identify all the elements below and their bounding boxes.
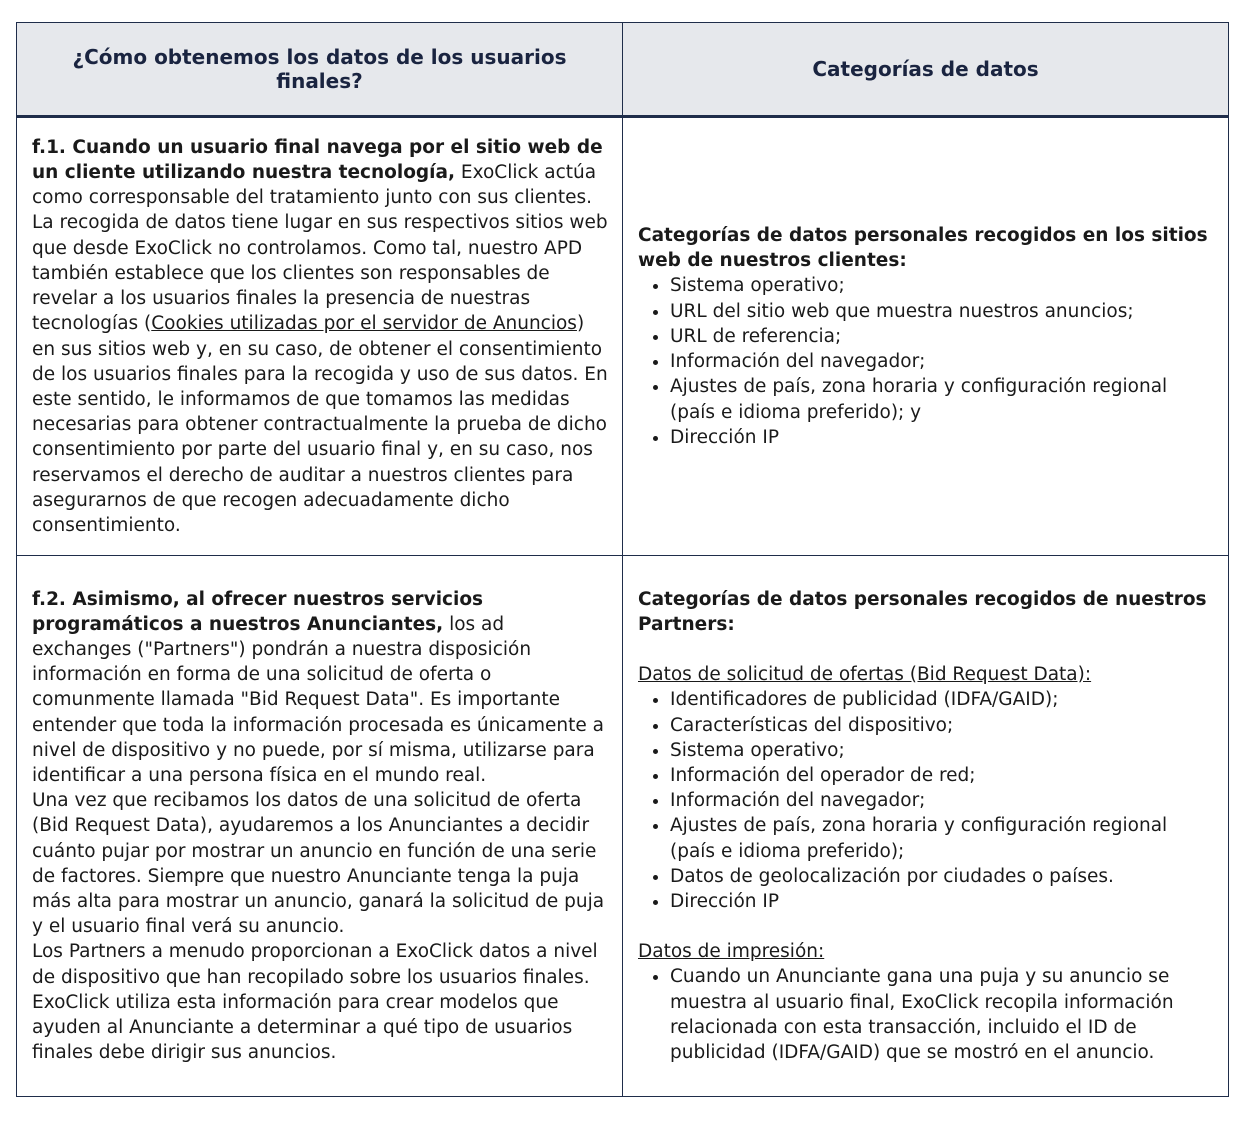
row1-paragraph (32, 135, 608, 538)
list-item: • Dirección IP (670, 425, 1214, 450)
row1-left-cell (17, 117, 623, 556)
list-item: • Información del navegador; (670, 349, 1214, 374)
list-item: • Ajustes de país, zona horaria y configuración regional (país e idioma preferido); (670, 813, 1214, 863)
bid-request-list (638, 687, 1214, 914)
row2-paragraph-3: Los Partners a menudo proporcionan a ExoClick datos a nivel de dispositivo que han recopilado sobre los usuarios finales. ExoClick utiliza esta información para crear modelos que ayuden al Anunciante a determinar a qué tipo de usuarios finales debe dirigir sus anuncios. (32, 941, 598, 1064)
bid-request-subheading: Datos de solicitud de ofertas (Bid Request Data): (638, 664, 1092, 686)
list-item: • Información del navegador; (670, 788, 1214, 813)
data-categories-table (16, 22, 1229, 1097)
list-item: • Cuando un Anunciante gana una puja y su anuncio se muestra al usuario final, ExoClick recopila información relacionada con esta transacción, incluido el ID de publicidad (IDFA/GAID) que se mostró en el anuncio. (670, 964, 1214, 1065)
row2-right-cell (623, 556, 1229, 1097)
row1-categories-list (638, 273, 1214, 449)
list-item: • Información del operador de red; (670, 763, 1214, 788)
row2-paragraph-1 (32, 587, 608, 789)
cookies-link[interactable]: Cookies utilizadas por el servidor de Anuncios (151, 313, 577, 335)
row2-lead: f.2. Asimismo, al ofrecer nuestros servicios programáticos a nuestros Anunciantes, (32, 588, 484, 635)
row1-lead: f.1. Cuando un usuario final navega por el sitio web de un cliente utilizando nuestra tecnología, (32, 136, 603, 184)
list-item: • Sistema operativo; (670, 273, 1214, 298)
row2-text-a: los ad exchanges ("Partners") pondrán a nuestra disposición información en forma de una solicitud de oferta o comunmente llamada "Bid Request Data". Es importante entender que toda la información procesada es únicamente a nivel de dispositivo y no puede, por sí misma, utilizarse para identificar a una persona física en el mundo real. (32, 613, 605, 786)
impression-list (638, 964, 1214, 1065)
header-data-categories: Categorías de datos (623, 23, 1229, 117)
list-item: • Datos de geolocalización por ciudades o países. (670, 864, 1214, 889)
row2-categories-heading: Categorías de datos personales recogidos de nuestros Partners: (638, 588, 1207, 635)
row1-categories-heading: Categorías de datos personales recogidos en los sitios web de nuestros clientes: (638, 225, 1208, 272)
header-how-we-obtain: ¿Cómo obtenemos los datos de los usuarios finales? (17, 23, 623, 117)
table-row (17, 556, 1229, 1097)
impression-subheading: Datos de impresión: (638, 941, 825, 963)
list-item: • URL de referencia; (670, 324, 1214, 349)
list-item: • Dirección IP (670, 889, 1214, 914)
list-item: • Sistema operativo; (670, 738, 1214, 763)
list-item: • Identificadores de publicidad (IDFA/GAID); (670, 687, 1214, 712)
row1-right-cell (623, 117, 1229, 556)
row1-text-a: ExoClick actúa como corresponsable del tratamiento junto con sus clientes. La recogida de datos tiene lugar en sus respectivos sitios web que desde ExoClick no controlamos. Como tal, nuestro APD también establece que los clientes son responsables de revelar a los usuarios finales la presencia de nuestras tecnologías ( (32, 162, 608, 335)
table-row (17, 117, 1229, 556)
row2-left-cell (17, 556, 623, 1097)
list-item: • Ajustes de país, zona horaria y configuración regional (país e idioma preferido); y (670, 374, 1214, 424)
row1-text-b: ) en sus sitios web y, en su caso, de obtener el consentimiento de los usuarios finales para la recogida y uso de sus datos. En este sentido, le informamos de que tomamos las medidas necesarias para obtener contractualmente la prueba de dicho consentimiento por parte del usuario final y, en su caso, nos reservamos el derecho de auditar a nuestros clientes para asegurarnos de que recogen adecuadamente dicho consentimiento. (32, 313, 608, 536)
row2-paragraph-2: Una vez que recibamos los datos de una solicitud de oferta (Bid Request Data), ayudaremos a los Anunciantes a decidir cuánto pujar por mostrar un anuncio en función de una serie de factores. Siempre que nuestro Anunciante tenga la puja más alta para mostrar un anuncio, ganará la solicitud de puja y el usuario final verá su anuncio. (32, 790, 605, 938)
list-item: • URL del sitio web que muestra nuestros anuncios; (670, 299, 1214, 324)
table-header-row (17, 23, 1229, 117)
list-item: • Características del dispositivo; (670, 713, 1214, 738)
